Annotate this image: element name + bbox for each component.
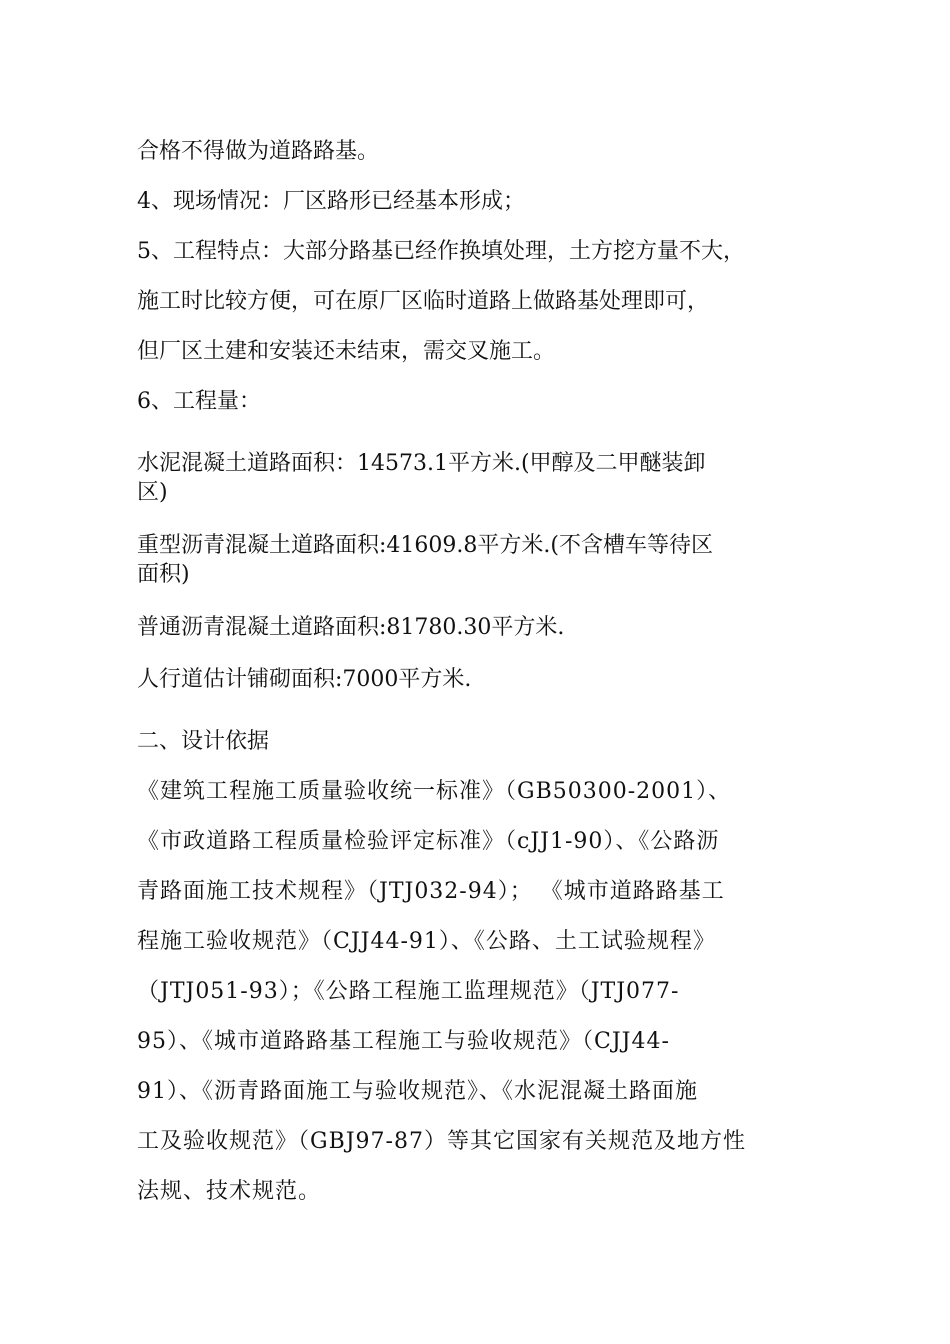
text-line: 区) xyxy=(137,480,168,505)
text-line: 水泥混凝土道路面积：14573.1平方米.(甲醇及二甲醚装卸 xyxy=(137,451,706,476)
text-line: 5、工程特点：大部分路基已经作换填处理，土方挖方量不大， xyxy=(137,239,745,264)
text-line: 普通沥青混凝土道路面积:81780.30平方米. xyxy=(137,615,565,640)
text-line: 重型沥青混凝土道路面积:41609.8平方米.(不含槽车等待区 xyxy=(137,533,713,558)
text-line: 面积) xyxy=(137,562,190,587)
text-line: 法规、技术规范。 xyxy=(137,1179,322,1204)
text-line: 人行道估计铺砌面积:7000平方米. xyxy=(137,667,472,692)
text-line: 工及验收规范》（GBJ97-87）等其它国家有关规范及地方性 xyxy=(137,1129,746,1154)
text-line: 合格不得做为道路路基。 xyxy=(137,139,380,164)
text-line: 但厂区土建和安装还未结束，需交叉施工。 xyxy=(137,339,556,364)
text-line: 青路面施工技术规程》（JTJ032-94）； 《城市道路路基工 xyxy=(137,879,725,904)
text-line: 6、工程量： xyxy=(137,389,261,414)
text-line: 95）、《城市道路路基工程施工与验收规范》（CJJ44- xyxy=(137,1029,670,1054)
text-line: 《建筑工程施工质量验收统一标准》（GB50300-2001）、 xyxy=(137,779,732,804)
text-line: 施工时比较方便，可在原厂区临时道路上做路基处理即可， xyxy=(137,289,710,314)
text-line: 4、现场情况：厂区路形已经基本形成； xyxy=(137,189,525,214)
section-heading: 二、设计依据 xyxy=(137,729,270,754)
text-line: 《市政道路工程质量检验评定标准》（cJJ1-90）、《公路沥 xyxy=(137,829,720,854)
text-line: 91）、《沥青路面施工与验收规范》、《水泥混凝土路面施 xyxy=(137,1079,698,1104)
text-line: （JTJ051-93）；《公路工程施工监理规范》（JTJ077- xyxy=(137,979,680,1004)
text-line: 程施工验收规范》（CJJ44-91）、《公路、土工试验规程》 xyxy=(137,929,716,954)
